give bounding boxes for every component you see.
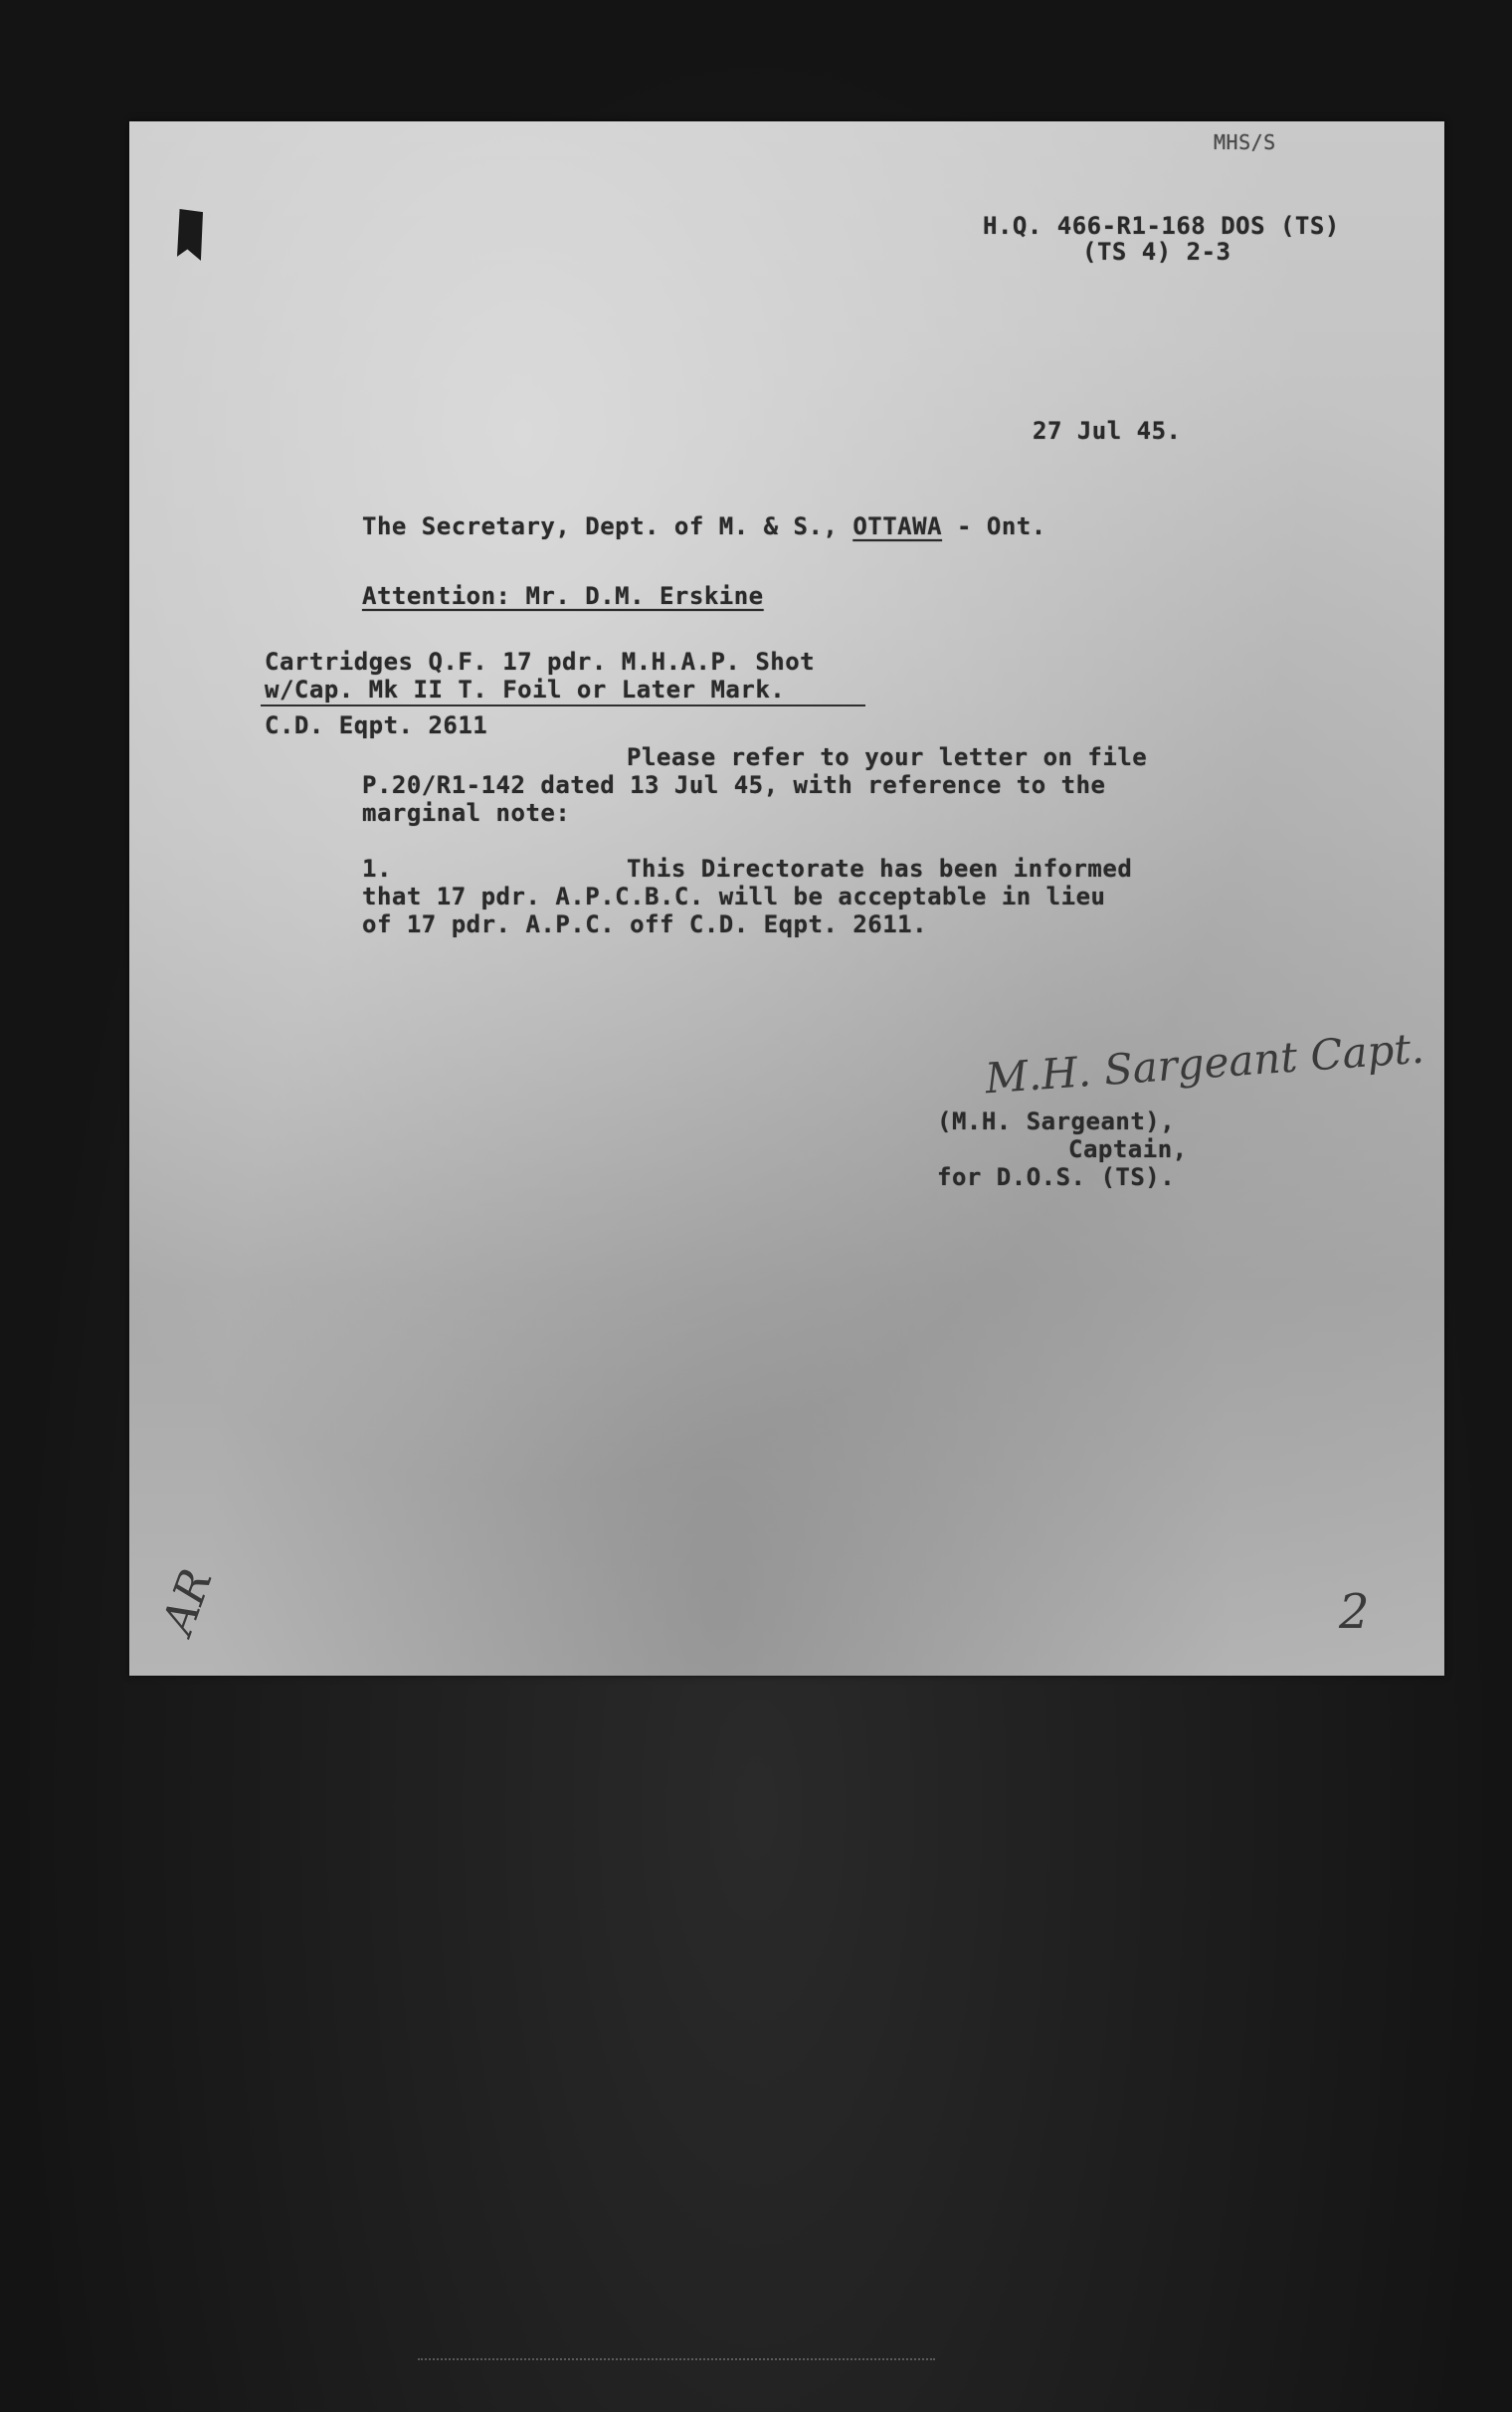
- file-reference-line2: (TS 4) 2-3: [1082, 238, 1231, 266]
- signatory-rank: Captain,: [1068, 1135, 1188, 1163]
- marginal-note-line1: Cartridges Q.F. 17 pdr. M.H.A.P. Shot: [265, 648, 816, 676]
- marginal-note-line3: C.D. Eqpt. 2611: [265, 711, 488, 739]
- paper-clip-mark: [177, 209, 203, 261]
- paragraph-line3: of 17 pdr. A.P.C. off C.D. Eqpt. 2611.: [362, 910, 928, 938]
- film-scratch: [418, 2358, 935, 2366]
- paragraph-line1: This Directorate has been informed: [627, 855, 1133, 883]
- signatory-for: for D.O.S. (TS).: [937, 1163, 1176, 1191]
- body-intro-line1: Please refer to your letter on file: [627, 743, 1148, 771]
- addressee-prefix: The Secretary, Dept. of M. & S.,: [362, 512, 839, 540]
- document-page: [129, 121, 1444, 1676]
- file-reference-line1: H.Q. 466-R1-168 DOS (TS): [983, 212, 1340, 240]
- paragraph-number: 1.: [362, 855, 392, 883]
- addressee-city: OTTAWA: [852, 512, 943, 540]
- paragraph-line2: that 17 pdr. A.P.C.B.C. will be acceptable in lieu: [362, 883, 1106, 910]
- corner-mark: MHS/S: [1214, 130, 1276, 154]
- body-intro-line3: marginal note:: [362, 799, 571, 827]
- marginal-note-line2: w/Cap. Mk II T. Foil or Later Mark.: [265, 676, 786, 704]
- handwritten-page-number: 2: [1339, 1584, 1370, 1640]
- body-intro-line2: P.20/R1-142 dated 13 Jul 45, with reference to the: [362, 771, 1106, 799]
- marginal-note-rule: [261, 704, 865, 706]
- addressee-suffix: - Ont.: [956, 512, 1046, 540]
- signatory-name: (M.H. Sargeant),: [937, 1107, 1176, 1135]
- handwritten-initials: AR: [152, 1562, 223, 1641]
- attention-line: Attention: Mr. D.M. Erskine: [362, 582, 764, 610]
- letter-date: 27 Jul 45.: [1033, 417, 1182, 445]
- handwritten-signature: M.H. Sargeant Capt.: [983, 1023, 1426, 1104]
- addressee-line: [362, 511, 1046, 541]
